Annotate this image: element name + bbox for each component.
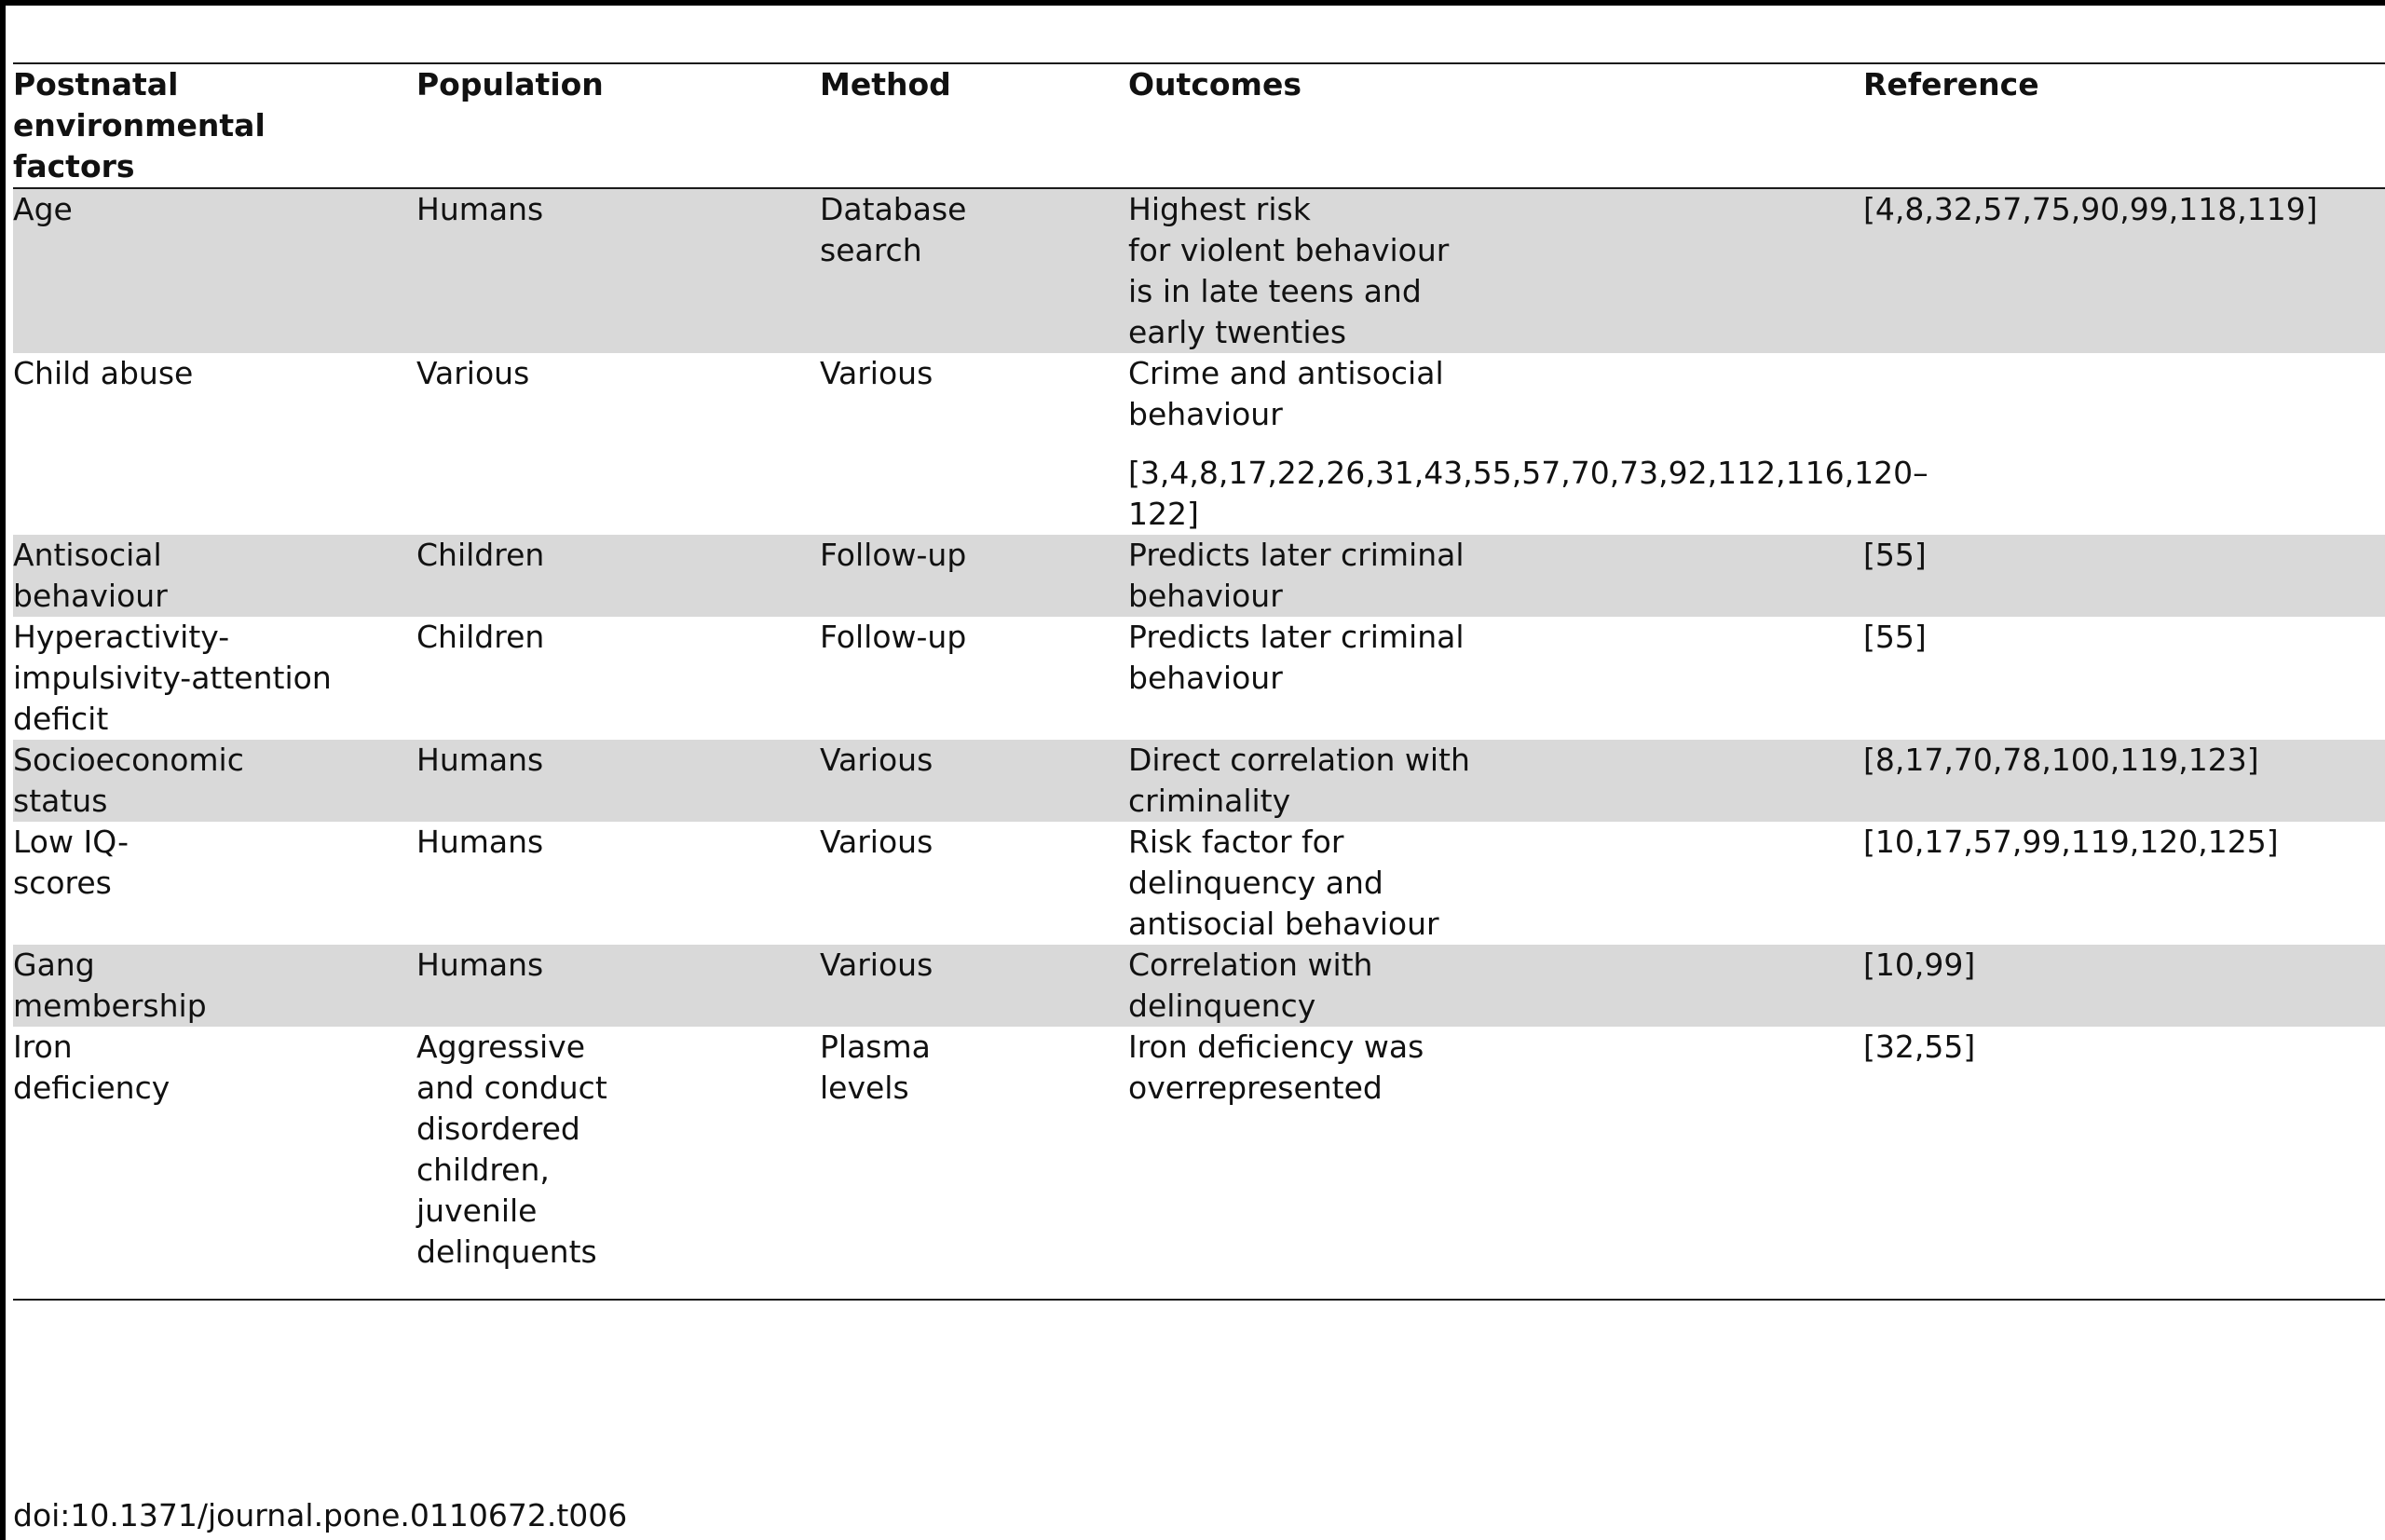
table-row	[13, 945, 2385, 1027]
header-population	[416, 64, 820, 188]
outcomes-cell	[1128, 188, 1863, 353]
cell-text-line: Various	[820, 355, 934, 391]
cell-text-line: Various	[820, 947, 934, 983]
cell-text-line: Reference	[1863, 66, 2039, 102]
cell-text-line: [32,55]	[1863, 1029, 1976, 1065]
cell-text-line: early twenties	[1128, 314, 1347, 350]
factor-cell	[13, 353, 416, 535]
outcomes-cell	[1128, 740, 1863, 822]
cell-text-line: [55]	[1863, 619, 1927, 655]
cell-text-line: delinquency	[1128, 988, 1316, 1024]
header-factors	[13, 64, 416, 188]
factor-cell	[13, 617, 416, 740]
population-cell	[416, 188, 820, 353]
cell-text-line: Correlation with	[1128, 947, 1373, 983]
reference-cell	[1863, 188, 2385, 353]
cell-text-line: Risk factor for	[1128, 824, 1344, 860]
method-cell	[820, 188, 1128, 353]
factor-cell	[13, 945, 416, 1027]
outcomes-cell	[1128, 945, 1863, 1027]
outcomes-cell	[1128, 822, 1863, 945]
outcomes-cell	[1128, 535, 1863, 617]
cell-text-line: behaviour	[13, 578, 168, 614]
population-cell	[416, 617, 820, 740]
reference-list	[1128, 453, 1928, 535]
cell-text-line: Iron deficiency was	[1128, 1029, 1424, 1065]
cell-text-line: antisocial behaviour	[1128, 906, 1439, 942]
reference-cell	[1863, 945, 2385, 1027]
factor-cell	[13, 740, 416, 822]
method-cell	[820, 822, 1128, 945]
cell-text-line: Crime and antisocial	[1128, 355, 1444, 391]
environmental-factors-table	[13, 64, 2385, 1301]
cell-text-line: Child abuse	[13, 355, 194, 391]
reference-cell	[1863, 617, 2385, 740]
cell-text-line: Population	[416, 66, 604, 102]
table-header	[13, 64, 2385, 188]
method-cell	[820, 740, 1128, 822]
cell-text-line: Method	[820, 66, 951, 102]
reference-cell	[1863, 822, 2385, 945]
outcomes-cell	[1128, 353, 1928, 535]
table-row	[13, 353, 2385, 535]
method-cell	[820, 945, 1128, 1027]
cell-text-line: Highest risk	[1128, 191, 1311, 227]
method-cell	[820, 535, 1128, 617]
factor-cell	[13, 535, 416, 617]
doi-caption: doi:10.1371/journal.pone.0110672.t006	[13, 1497, 628, 1533]
reference-cell	[1863, 740, 2385, 822]
cell-text-line: behaviour	[1128, 396, 1283, 432]
cell-text-line: membership	[13, 988, 207, 1024]
reference-cell	[1863, 535, 2385, 617]
cell-text-line: Follow-up	[820, 537, 967, 573]
factor-cell	[13, 1027, 416, 1300]
cell-text-line: Socioeconomic	[13, 742, 244, 778]
cell-text-line: status	[13, 783, 108, 819]
cell-text-line: Iron	[13, 1029, 73, 1065]
cell-text-line: Predicts later criminal	[1128, 619, 1465, 655]
cell-text-line: [10,17,57,99,119,120,125]	[1863, 824, 2279, 860]
cell-text-line: Gang	[13, 947, 95, 983]
cell-text-line: behaviour	[1128, 578, 1283, 614]
cell-text-line: Humans	[416, 824, 544, 860]
factor-cell	[13, 822, 416, 945]
factor-cell	[13, 188, 416, 353]
cell-text-line: for violent behaviour	[1128, 232, 1450, 268]
left-border-rule	[0, 0, 6, 1540]
reference-cell	[1863, 353, 2385, 535]
method-cell	[820, 1027, 1128, 1300]
cell-text-line: Hyperactivity-	[13, 619, 230, 655]
cell-text-line: [55]	[1863, 537, 1927, 573]
cell-text-line: environmental	[13, 107, 266, 143]
cell-text-line: Low IQ-	[13, 824, 129, 860]
cell-text-line: [8,17,70,78,100,119,123]	[1863, 742, 2259, 778]
table-body	[13, 188, 2385, 1300]
reference-cell	[1863, 1027, 2385, 1300]
population-cell	[416, 535, 820, 617]
cell-text-line: and conduct	[416, 1070, 607, 1106]
cell-text-line: delinquents	[416, 1233, 597, 1270]
cell-text-line: Outcomes	[1128, 66, 1302, 102]
table-row	[13, 617, 2385, 740]
table-row	[13, 535, 2385, 617]
outcomes-cell	[1128, 617, 1863, 740]
cell-text-line: deficit	[13, 701, 109, 737]
cell-text-line: criminality	[1128, 783, 1291, 819]
outcomes-cell	[1128, 1027, 1863, 1300]
cell-text-line: is in late teens and	[1128, 273, 1422, 309]
header-row	[13, 64, 2385, 188]
header-outcomes	[1128, 64, 1863, 188]
cell-text-line: Database	[820, 191, 967, 227]
cell-text-line: Humans	[416, 742, 544, 778]
cell-text-line: overrepresented	[1128, 1070, 1383, 1106]
population-cell	[416, 945, 820, 1027]
cell-text-line: Plasma	[820, 1029, 931, 1065]
cell-text-line: Follow-up	[820, 619, 967, 655]
cell-text-line: levels	[820, 1070, 909, 1106]
cell-text-line: behaviour	[1128, 660, 1283, 696]
cell-text-line: Aggressive	[416, 1029, 586, 1065]
table-row	[13, 740, 2385, 822]
table-row	[13, 1027, 2385, 1300]
header-reference	[1863, 64, 2385, 188]
cell-text-line: children,	[416, 1152, 550, 1188]
cell-text-line: Age	[13, 191, 73, 227]
cell-text-line: deficiency	[13, 1070, 170, 1106]
cell-text-line: Antisocial	[13, 537, 162, 573]
cell-text-line: Children	[416, 537, 545, 573]
cell-text-line: Various	[820, 824, 934, 860]
cell-text-line: Humans	[416, 947, 544, 983]
cell-text-line: Children	[416, 619, 545, 655]
cell-text-line: scores	[13, 865, 112, 901]
cell-text-line: Various	[416, 355, 530, 391]
cell-text-line: impulsivity-attention	[13, 660, 332, 696]
cell-text-line: 122]	[1128, 496, 1199, 532]
population-cell	[416, 1027, 820, 1300]
cell-text-line: search	[820, 232, 922, 268]
cell-text-line: [3,4,8,17,22,26,31,43,55,57,70,73,92,112,116,120–	[1128, 455, 1928, 491]
method-cell	[820, 617, 1128, 740]
cell-text-line: [4,8,32,57,75,90,99,118,119]	[1863, 191, 2318, 227]
cell-text-line: Predicts later criminal	[1128, 537, 1465, 573]
cell-text-line: Postnatal	[13, 66, 179, 102]
header-method	[820, 64, 1128, 188]
cell-text-line: Humans	[416, 191, 544, 227]
cell-text-line: juvenile	[416, 1192, 538, 1229]
table-row	[13, 188, 2385, 353]
population-cell	[416, 740, 820, 822]
cell-text-line: delinquency and	[1128, 865, 1383, 901]
table-row	[13, 822, 2385, 945]
method-cell	[820, 353, 1128, 535]
top-border-rule	[0, 0, 2385, 6]
cell-text-line: factors	[13, 148, 135, 184]
population-cell	[416, 353, 820, 535]
cell-text-line: disordered	[416, 1111, 580, 1147]
cell-text-line: [10,99]	[1863, 947, 1976, 983]
cell-text-line: Direct correlation with	[1128, 742, 1470, 778]
cell-text-line: Various	[820, 742, 934, 778]
population-cell	[416, 822, 820, 945]
